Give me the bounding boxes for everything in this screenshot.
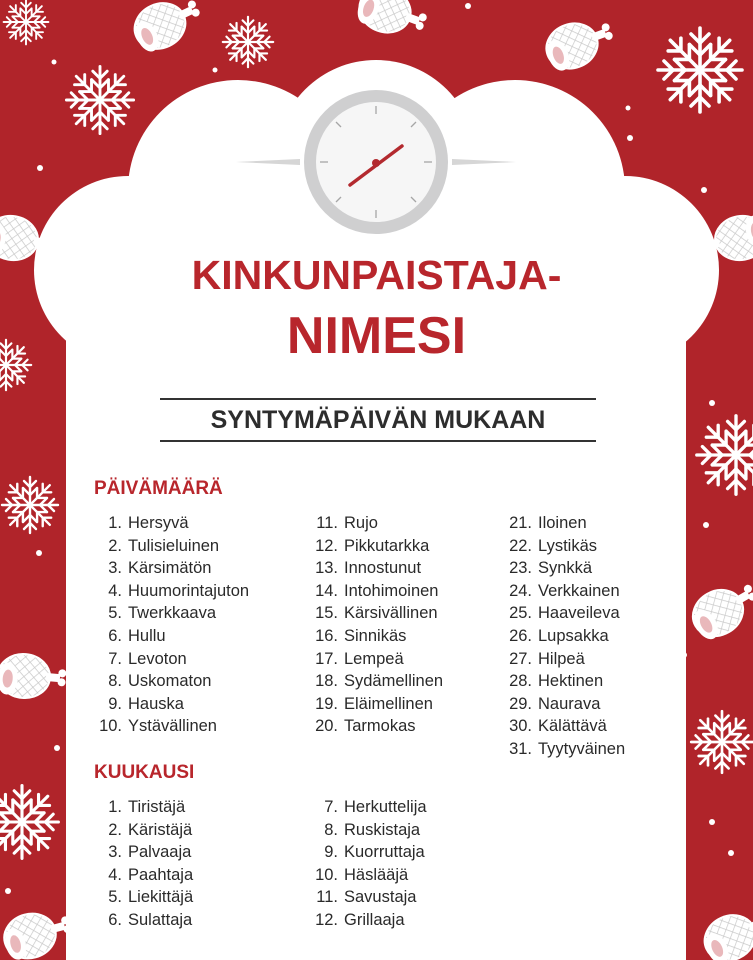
list-item [92, 864, 193, 887]
list-item [502, 557, 625, 580]
list-item [92, 796, 193, 819]
list-item-name: Pikkutarkka [344, 536, 430, 555]
list-item-number: 1. [108, 798, 122, 816]
list-item-name: Hektinen [538, 672, 604, 691]
list-item-number: 2. [108, 820, 122, 839]
list-item-name: Hauska [128, 694, 184, 713]
list-item [92, 580, 249, 603]
list-item [92, 535, 249, 558]
list-item-name: Lempeä [344, 649, 404, 668]
list-item-name: Kuorruttaja [344, 843, 425, 862]
list-item-number: 30. [509, 717, 532, 736]
list-item-number: 12. [315, 910, 338, 929]
list-item-number: 8. [324, 820, 338, 839]
list-item-name: Eläimellinen [344, 694, 433, 713]
list-item-number: 5. [108, 604, 122, 623]
list-item-name: Intohimoinen [344, 581, 439, 600]
list-item-number: 15. [315, 604, 338, 623]
list-item-name: Liekittäjä [128, 888, 194, 907]
list-item-name: Kärsimätön [128, 559, 212, 578]
list-item [308, 796, 427, 819]
list-item-number: 11. [316, 514, 338, 532]
list-item-name: Kärsivällinen [344, 604, 438, 623]
list-item-number: 10. [315, 865, 338, 884]
date-column-3 [502, 512, 625, 761]
list-item-number: 11. [316, 888, 338, 907]
list-item-name: Tarmokas [344, 717, 416, 736]
list-item-number: 9. [108, 694, 122, 713]
list-item [92, 602, 249, 625]
list-item-name: Sinnikäs [344, 626, 407, 645]
list-item [502, 715, 625, 738]
list-item-name: Ystävällinen [128, 717, 217, 736]
list-item [502, 535, 625, 558]
list-item [502, 580, 625, 603]
list-item [308, 715, 443, 738]
list-item-name: Grillaaja [344, 910, 405, 929]
list-item-name: Haaveileva [538, 604, 620, 623]
list-item-number: 21. [509, 514, 532, 532]
list-item-name: Tiristäjä [128, 798, 186, 816]
list-item [92, 819, 193, 842]
list-item-name: Herkuttelija [344, 798, 427, 816]
page-subtitle: SYNTYMÄPÄIVÄN MUKAAN [160, 398, 596, 442]
list-item-name: Lupsakka [538, 626, 609, 645]
list-item-name: Hersyvä [128, 514, 189, 532]
list-item-name: Tyytyväinen [538, 739, 626, 758]
list-item [502, 693, 625, 716]
list-item-number: 3. [108, 843, 122, 862]
list-item-name: Hilpeä [538, 649, 585, 668]
list-item [92, 715, 249, 738]
list-item-number: 18. [315, 672, 338, 691]
list-item-number: 14. [315, 581, 338, 600]
list-item [308, 841, 427, 864]
list-item [92, 557, 249, 580]
date-column-1 [92, 512, 249, 738]
list-item-number: 2. [108, 536, 122, 555]
list-item-name: Häslääjä [344, 865, 409, 884]
list-item [502, 670, 625, 693]
list-item-number: 28. [509, 672, 532, 691]
list-item [308, 864, 427, 887]
list-item-name: Innostunut [344, 559, 422, 578]
list-item-number: 13. [315, 559, 338, 578]
list-item-name: Verkkainen [538, 581, 620, 600]
list-item [308, 602, 443, 625]
list-item-name: Synkkä [538, 559, 593, 578]
list-item-number: 17. [315, 649, 338, 668]
list-item-number: 25. [509, 604, 532, 623]
list-item [308, 909, 427, 932]
list-item-name: Huumorintajuton [128, 581, 250, 600]
list-item-number: 20. [315, 717, 338, 736]
list-item-name: Paahtaja [128, 865, 194, 884]
list-item-name: Levoton [128, 649, 187, 668]
list-item-name: Kälättävä [538, 717, 607, 736]
list-item [308, 557, 443, 580]
list-item-name: Lystikäs [538, 536, 597, 555]
list-item-number: 3. [108, 559, 122, 578]
list-item-number: 4. [108, 581, 122, 600]
list-item [308, 648, 443, 671]
list-item-number: 19. [315, 694, 338, 713]
list-item-number: 10. [99, 717, 122, 736]
list-item [502, 512, 625, 535]
list-item-number: 1. [108, 514, 122, 532]
list-item-number: 16. [315, 626, 338, 645]
list-item-name: Naurava [538, 694, 601, 713]
list-item [92, 670, 249, 693]
month-column-2 [308, 796, 427, 932]
list-item-name: Tulisieluinen [128, 536, 220, 555]
list-item-number: 24. [509, 581, 532, 600]
list-item [92, 841, 193, 864]
list-item-name: Savustaja [344, 888, 417, 907]
list-item-name: Rujo [344, 514, 378, 532]
list-item-number: 31. [509, 739, 532, 758]
list-item [502, 625, 625, 648]
list-item [92, 512, 249, 535]
list-item-number: 6. [108, 910, 122, 929]
list-item-number: 23. [509, 559, 532, 578]
list-item-number: 6. [108, 626, 122, 645]
list-item [502, 738, 625, 761]
list-item-number: 26. [509, 626, 532, 645]
list-item [308, 693, 443, 716]
date-section-heading: PÄIVÄMÄÄRÄ [94, 478, 223, 499]
list-item-name: Hullu [128, 626, 166, 645]
list-item [308, 580, 443, 603]
date-column-2 [308, 512, 443, 738]
page-title-line2: NIMESI [286, 307, 467, 365]
list-item-name: Ruskistaja [344, 820, 421, 839]
list-item-number: 8. [108, 672, 122, 691]
month-section-heading: KUUKAUSI [94, 762, 195, 783]
list-item-number: 5. [108, 888, 122, 907]
list-item [92, 648, 249, 671]
list-item-number: 27. [509, 649, 532, 668]
list-item [308, 512, 443, 535]
month-column-1 [92, 796, 193, 932]
list-item-name: Sulattaja [128, 910, 193, 929]
list-item-name: Käristäjä [128, 820, 193, 839]
list-item-name: Iloinen [538, 514, 587, 532]
list-item-number: 4. [108, 865, 122, 884]
list-item [308, 670, 443, 693]
list-item [92, 625, 249, 648]
list-item-number: 7. [108, 649, 122, 668]
list-item-name: Sydämellinen [344, 672, 444, 691]
list-item [502, 648, 625, 671]
list-item-name: Palvaaja [128, 843, 192, 862]
list-item [92, 909, 193, 932]
page-title-line1: KINKUNPAISTAJA- [191, 252, 562, 298]
list-item [92, 693, 249, 716]
list-item [308, 819, 427, 842]
list-item-name: Uskomaton [128, 672, 212, 691]
list-item-number: 9. [324, 843, 338, 862]
list-item-number: 29. [509, 694, 532, 713]
list-item [502, 602, 625, 625]
list-item-number: 12. [315, 536, 338, 555]
list-item-number: 7. [324, 798, 338, 816]
list-item-name: Twerkkaava [128, 604, 217, 623]
list-item [92, 886, 193, 909]
list-item [308, 886, 427, 909]
list-item [308, 535, 443, 558]
list-item [308, 625, 443, 648]
list-item-number: 22. [509, 536, 532, 555]
